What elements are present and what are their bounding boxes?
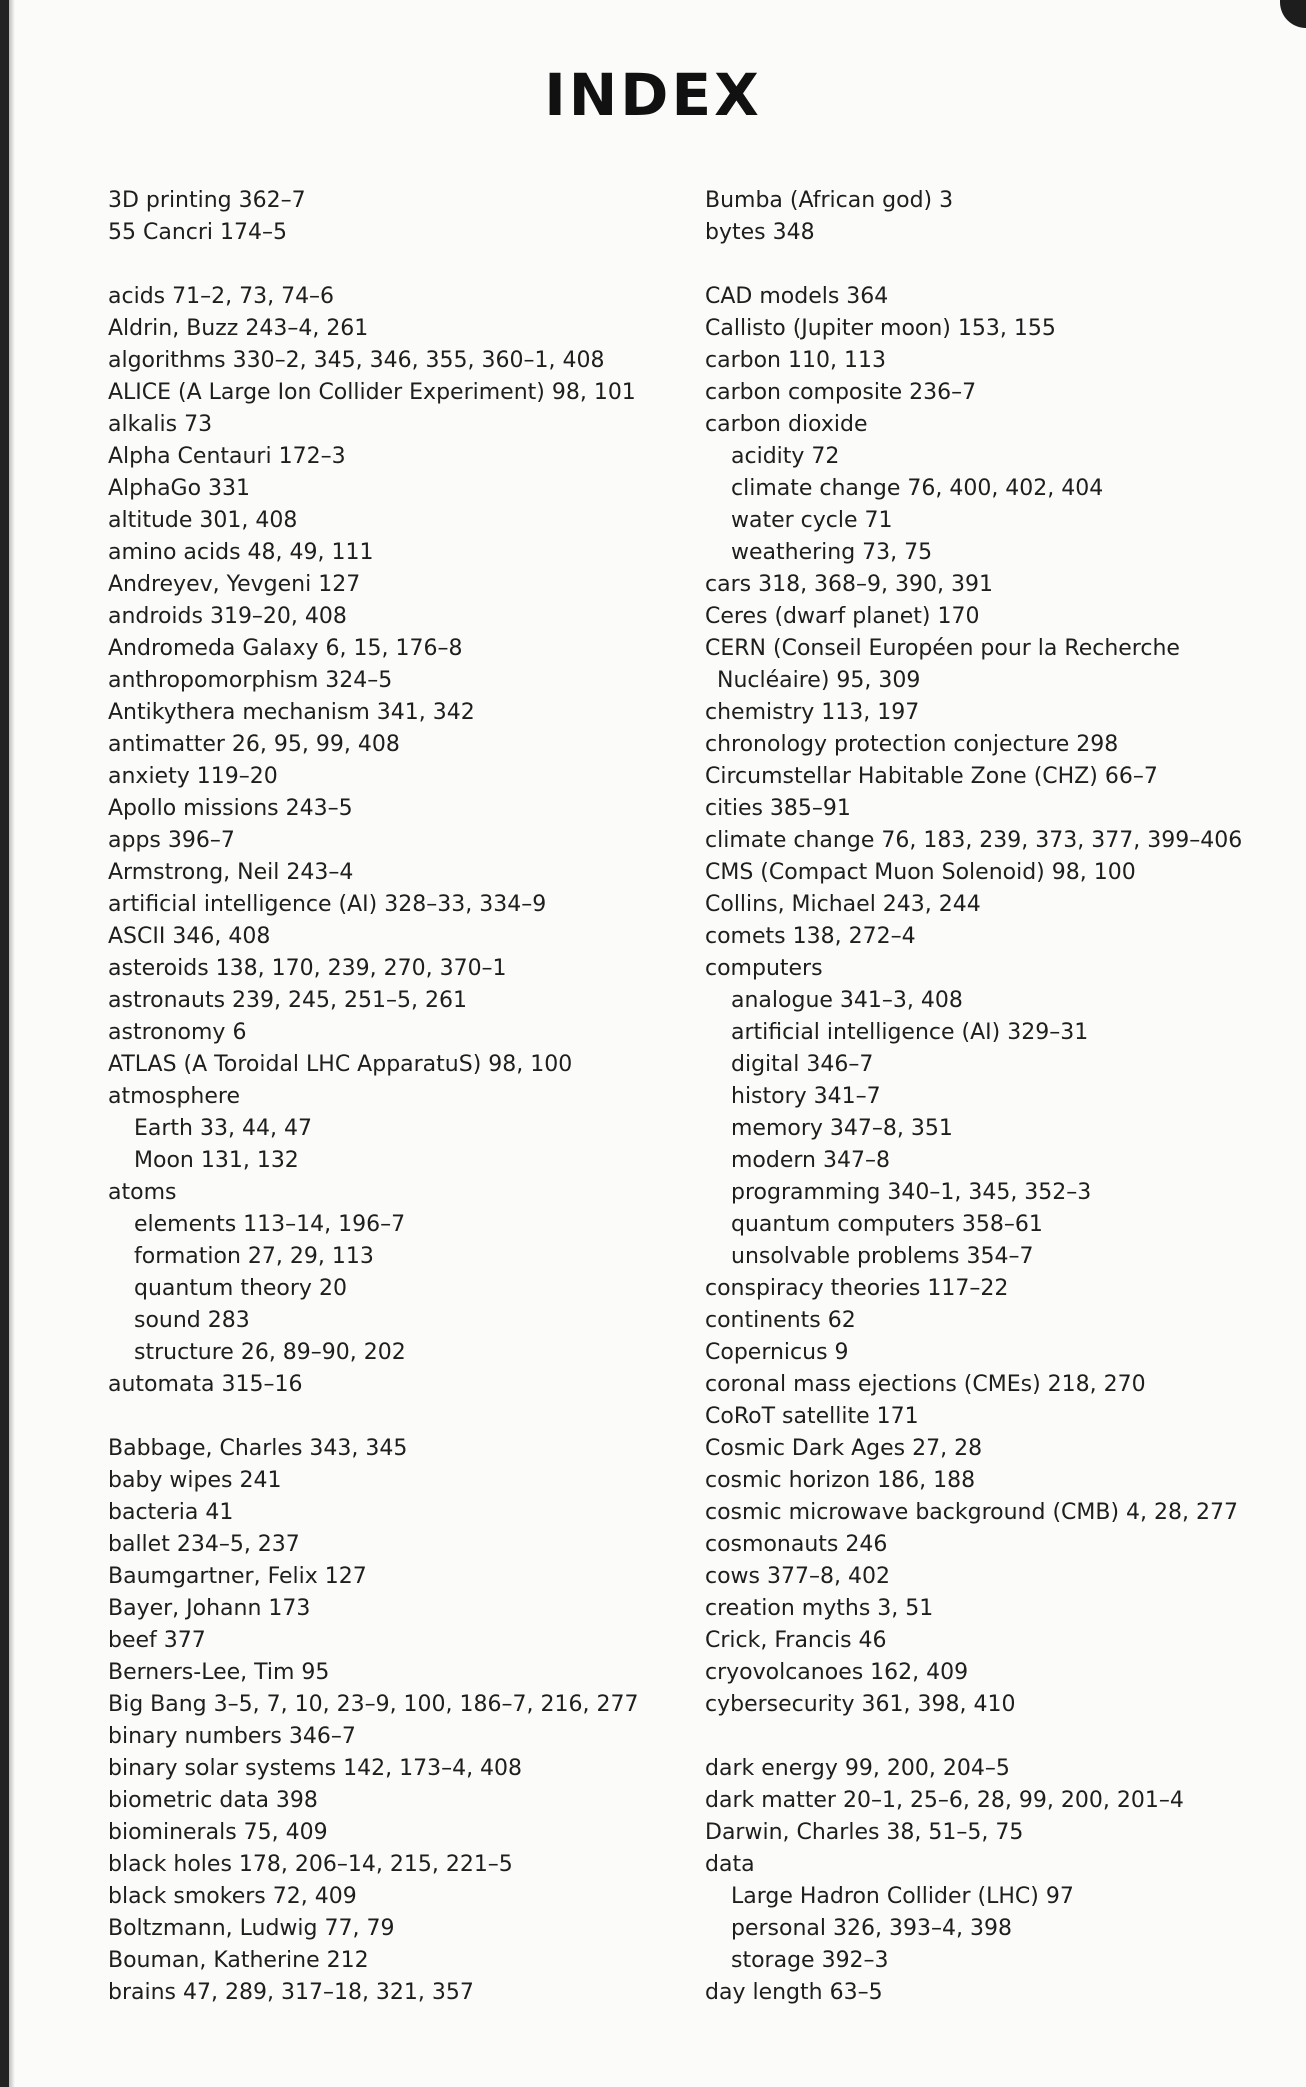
index-entry: brains 47, 289, 317–18, 321, 357 <box>108 1980 474 2005</box>
index-entry: biominerals 75, 409 <box>108 1820 328 1845</box>
index-subentry: elements 113–14, 196–7 <box>134 1212 406 1237</box>
index-entry: CAD models 364 <box>705 284 889 309</box>
page-binding-shadow <box>9 0 15 2087</box>
index-entry: altitude 301, 408 <box>108 508 298 533</box>
index-entry: astronauts 239, 245, 251–5, 261 <box>108 988 467 1013</box>
index-subentry: history 341–7 <box>731 1084 881 1109</box>
index-subentry: Earth 33, 44, 47 <box>134 1116 312 1141</box>
index-entry: comets 138, 272–4 <box>705 924 916 949</box>
index-entry: black smokers 72, 409 <box>108 1884 357 1909</box>
index-subentry: Moon 131, 132 <box>134 1148 299 1173</box>
page-binding-edge <box>0 0 9 2087</box>
index-entry: CoRoT satellite 171 <box>705 1404 919 1429</box>
index-subentry: personal 326, 393–4, 398 <box>731 1916 1012 1941</box>
index-entry: creation myths 3, 51 <box>705 1596 934 1621</box>
index-entry: continents 62 <box>705 1308 856 1333</box>
index-entry: ALICE (A Large Ion Collider Experiment) 98, 101 <box>108 380 636 405</box>
index-entry: cosmonauts 246 <box>705 1532 888 1557</box>
index-entry: Collins, Michael 243, 244 <box>705 892 981 917</box>
index-entry: alkalis 73 <box>108 412 213 437</box>
index-entry: acids 71–2, 73, 74–6 <box>108 284 335 309</box>
index-entry: Andreyev, Yevgeni 127 <box>108 572 361 597</box>
index-entry: 55 Cancri 174–5 <box>108 220 288 245</box>
index-entry: binary solar systems 142, 173–4, 408 <box>108 1756 523 1781</box>
index-entry: Darwin, Charles 38, 51–5, 75 <box>705 1820 1024 1845</box>
index-entry: binary numbers 346–7 <box>108 1724 356 1749</box>
index-entry: Circumstellar Habitable Zone (CHZ) 66–7 <box>705 764 1158 789</box>
index-entry: artificial intelligence (AI) 328–33, 334–9 <box>108 892 547 917</box>
index-subentry: memory 347–8, 351 <box>731 1116 953 1141</box>
index-subentry: quantum computers 358–61 <box>731 1212 1043 1237</box>
index-entry: antimatter 26, 95, 99, 408 <box>108 732 400 757</box>
index-subentry: artificial intelligence (AI) 329–31 <box>731 1020 1089 1045</box>
index-subentry: Large Hadron Collider (LHC) 97 <box>731 1884 1074 1909</box>
index-entry: cosmic microwave background (CMB) 4, 28, 277 <box>705 1500 1238 1525</box>
index-entry: cars 318, 368–9, 390, 391 <box>705 572 993 597</box>
index-entry: ballet 234–5, 237 <box>108 1532 300 1557</box>
index-subentry: quantum theory 20 <box>134 1276 347 1301</box>
index-subentry: weathering 73, 75 <box>731 540 933 565</box>
index-entry: dark energy 99, 200, 204–5 <box>705 1756 1010 1781</box>
index-section-gap <box>108 1401 678 1433</box>
index-entry: Bouman, Katherine 212 <box>108 1948 369 1973</box>
index-entry: Berners-Lee, Tim 95 <box>108 1660 330 1685</box>
index-entry: black holes 178, 206–14, 215, 221–5 <box>108 1852 513 1877</box>
index-entry: coronal mass ejections (CMEs) 218, 270 <box>705 1372 1146 1397</box>
index-section-gap <box>705 249 1295 281</box>
index-entry: ASCII 346, 408 <box>108 924 271 949</box>
index-entry: algorithms 330–2, 345, 346, 355, 360–1, 408 <box>108 348 605 373</box>
index-entry: Copernicus 9 <box>705 1340 849 1365</box>
index-entry: Aldrin, Buzz 243–4, 261 <box>108 316 369 341</box>
index-subentry: modern 347–8 <box>731 1148 890 1173</box>
index-entry: Ceres (dwarf planet) 170 <box>705 604 980 629</box>
index-subentry: water cycle 71 <box>731 508 893 533</box>
index-entry: bytes 348 <box>705 220 815 245</box>
index-entry: atoms <box>108 1180 177 1205</box>
index-entry: anthropomorphism 324–5 <box>108 668 393 693</box>
index-subentry: climate change 76, 400, 402, 404 <box>731 476 1104 501</box>
index-entry: cybersecurity 361, 398, 410 <box>705 1692 1016 1717</box>
index-subentry: analogue 341–3, 408 <box>731 988 963 1013</box>
index-entry: cosmic horizon 186, 188 <box>705 1468 976 1493</box>
index-entry: Andromeda Galaxy 6, 15, 176–8 <box>108 636 463 661</box>
index-entry: automata 315–16 <box>108 1372 303 1397</box>
index-column-left <box>108 185 678 2009</box>
index-column-right <box>705 185 1295 2009</box>
index-subentry: sound 283 <box>134 1308 250 1333</box>
index-entry: cryovolcanoes 162, 409 <box>705 1660 969 1685</box>
index-entry: computers <box>705 956 823 981</box>
index-entry: CMS (Compact Muon Solenoid) 98, 100 <box>705 860 1136 885</box>
index-entry: carbon 110, 113 <box>705 348 886 373</box>
index-entry: Crick, Francis 46 <box>705 1628 887 1653</box>
index-entry: Bumba (African god) 3 <box>705 188 954 213</box>
index-entry: CERN (Conseil Européen pour la Recherche <box>705 636 1180 661</box>
index-entry: Baumgartner, Felix 127 <box>108 1564 367 1589</box>
index-entry: amino acids 48, 49, 111 <box>108 540 374 565</box>
index-entry: conspiracy theories 117–22 <box>705 1276 1009 1301</box>
index-entry: Callisto (Jupiter moon) 153, 155 <box>705 316 1056 341</box>
index-entry: Bayer, Johann 173 <box>108 1596 311 1621</box>
index-entry: chronology protection conjecture 298 <box>705 732 1119 757</box>
index-subentry: storage 392–3 <box>731 1948 889 1973</box>
index-subentry: acidity 72 <box>731 444 840 469</box>
index-entry: anxiety 119–20 <box>108 764 278 789</box>
index-entry: Armstrong, Neil 243–4 <box>108 860 354 885</box>
index-entry: AlphaGo 331 <box>108 476 251 501</box>
index-subentry: formation 27, 29, 113 <box>134 1244 374 1269</box>
index-entry: carbon composite 236–7 <box>705 380 977 405</box>
index-entry: atmosphere <box>108 1084 240 1109</box>
index-entry: biometric data 398 <box>108 1788 318 1813</box>
index-entry: asteroids 138, 170, 239, 270, 370–1 <box>108 956 507 981</box>
index-entry: climate change 76, 183, 239, 373, 377, 399–406 <box>705 828 1243 853</box>
page-corner-shadow <box>1280 0 1306 28</box>
index-entry: Big Bang 3–5, 7, 10, 23–9, 100, 186–7, 216, 277 <box>108 1692 639 1717</box>
index-entry: dark matter 20–1, 25–6, 28, 99, 200, 201–4 <box>705 1788 1184 1813</box>
index-entry: Boltzmann, Ludwig 77, 79 <box>108 1916 395 1941</box>
index-entry: carbon dioxide <box>705 412 868 437</box>
index-entry: chemistry 113, 197 <box>705 700 920 725</box>
index-subentry: structure 26, 89–90, 202 <box>134 1340 406 1365</box>
index-entry: beef 377 <box>108 1628 206 1653</box>
index-entry: ATLAS (A Toroidal LHC ApparatuS) 98, 100 <box>108 1052 573 1077</box>
index-entry: Apollo missions 243–5 <box>108 796 353 821</box>
index-subentry: programming 340–1, 345, 352–3 <box>731 1180 1092 1205</box>
index-subentry: digital 346–7 <box>731 1052 874 1077</box>
index-entry: Cosmic Dark Ages 27, 28 <box>705 1436 983 1461</box>
index-entry: data <box>705 1852 755 1877</box>
index-entry: apps 396–7 <box>108 828 235 853</box>
index-section-gap <box>108 249 678 281</box>
index-entry: androids 319–20, 408 <box>108 604 347 629</box>
page-title: INDEX <box>544 61 762 129</box>
index-entry: cities 385–91 <box>705 796 851 821</box>
index-entry: Nucléaire) 95, 309 <box>717 668 921 693</box>
index-entry: day length 63–5 <box>705 1980 883 2005</box>
index-entry: Babbage, Charles 343, 345 <box>108 1436 408 1461</box>
index-subentry: unsolvable problems 354–7 <box>731 1244 1034 1269</box>
index-entry: 3D printing 362–7 <box>108 188 306 213</box>
index-entry: bacteria 41 <box>108 1500 234 1525</box>
index-entry: Alpha Centauri 172–3 <box>108 444 346 469</box>
index-entry: astronomy 6 <box>108 1020 247 1045</box>
index-entry: baby wipes 241 <box>108 1468 282 1493</box>
index-section-gap <box>705 1721 1295 1753</box>
index-entry: cows 377–8, 402 <box>705 1564 890 1589</box>
index-entry: Antikythera mechanism 341, 342 <box>108 700 475 725</box>
